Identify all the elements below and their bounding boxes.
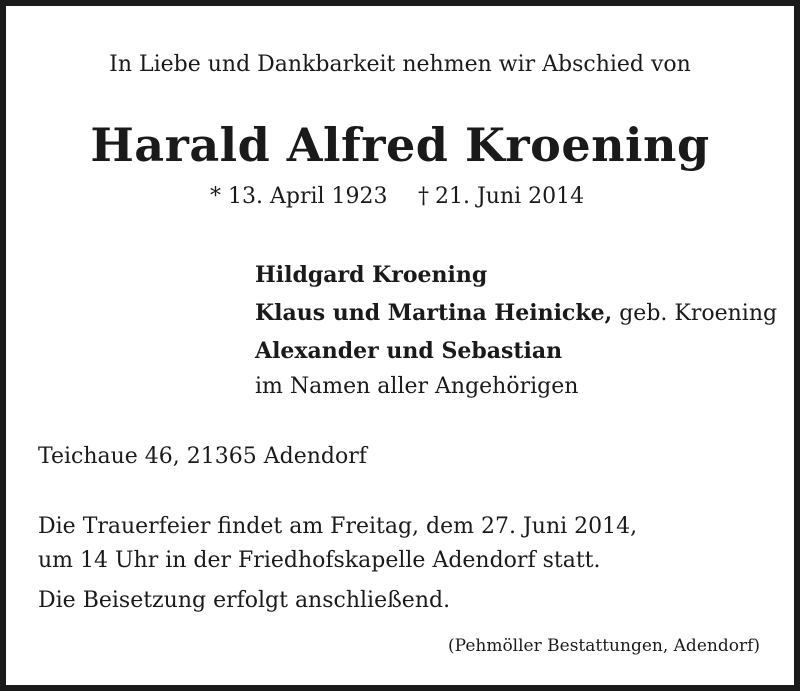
birth-date: * 13. April 1923 — [210, 184, 388, 209]
deceased-name: Harald Alfred Kroening — [90, 118, 710, 172]
mourner-line — [255, 300, 777, 326]
address: Teichaue 46, 21365 Adendorf — [38, 444, 367, 469]
funeral-line-1: Die Trauerfeier findet am Freitag, dem 27. Juni 2014, — [38, 514, 638, 539]
death-date-line — [418, 184, 584, 209]
intro-line: In Liebe und Dankbarkeit nehmen wir Abschied von — [109, 52, 691, 77]
burial-line: Die Beisetzung erfolgt anschließend. — [38, 588, 451, 613]
death-date: 21. Juni 2014 — [435, 184, 585, 209]
funeral-line-2: um 14 Uhr in der Friedhofskapelle Adendorf statt. — [38, 548, 601, 573]
undertaker-credit: (Pehmöller Bestattungen, Adendorf) — [448, 636, 760, 656]
on-behalf-line: im Namen aller Angehörigen — [255, 374, 579, 399]
cross-icon: † — [418, 184, 429, 209]
mourner-name: Alexander und Sebastian — [255, 338, 563, 364]
mourner-suffix: geb. Kroening — [612, 301, 778, 326]
mourner-name: Hildgard Kroening — [255, 262, 488, 288]
mourner-line — [255, 262, 487, 288]
mourner-name: Klaus und Martina Heinicke, — [255, 300, 613, 326]
mourner-line — [255, 338, 562, 364]
